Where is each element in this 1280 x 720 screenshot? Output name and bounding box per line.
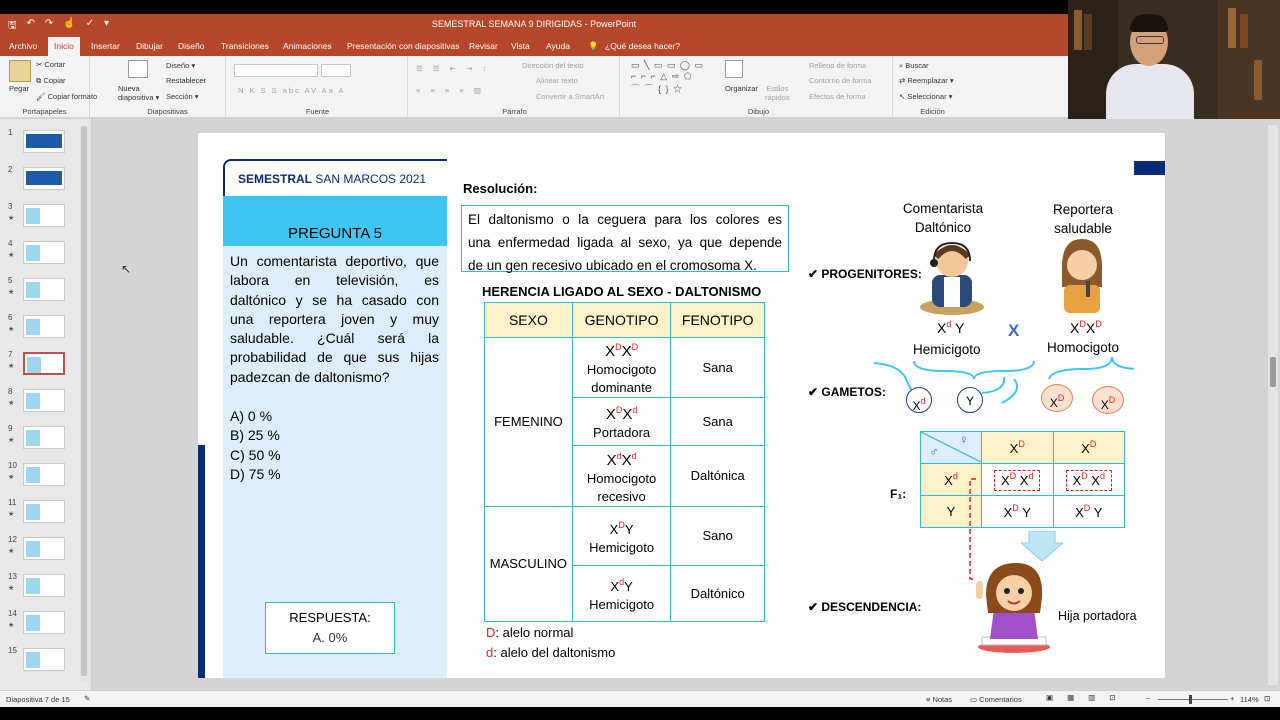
shape-outline-button[interactable]: Contorno de forma xyxy=(809,76,872,85)
punnett-cell: $X^D$ Y xyxy=(1053,496,1125,528)
phenotype-cell: Sano xyxy=(671,507,765,566)
sex-cell: MASCULINO xyxy=(485,507,573,622)
group-edicion xyxy=(895,56,970,118)
animation-star-icon: ★ xyxy=(8,289,15,296)
comentarista-illustration xyxy=(916,237,988,315)
cut-button[interactable]: ✂ Cortar xyxy=(36,60,66,69)
genotype-cell: $X^dY$ Hemicigoto xyxy=(572,566,671,622)
layout-button[interactable]: Diseño ▾ xyxy=(166,61,196,70)
animation-star-icon: ★ xyxy=(8,215,15,222)
slide-thumbnail[interactable] xyxy=(23,389,65,412)
animation-star-icon: ★ xyxy=(8,252,15,259)
group-label: Fuente xyxy=(305,107,330,116)
punnett-cell: $X^D$ $X^d$ xyxy=(1053,464,1125,496)
copy-icon: ⧉ xyxy=(36,76,44,85)
genotype-cell: $X^dX^d$ Homocigoto recesivo xyxy=(572,446,671,507)
group-parrafo xyxy=(410,56,620,118)
option-c: C) 50 % xyxy=(230,446,281,463)
format-painter-button[interactable]: 🖌 Copiar formato xyxy=(36,92,98,101)
comments-button[interactable]: ▭ Comentarios xyxy=(970,695,1022,704)
status-bar xyxy=(0,690,1280,707)
tab-vista[interactable]: Vista xyxy=(511,41,530,51)
thumbnail-number: 8 xyxy=(8,387,13,396)
group-diapositivas xyxy=(110,56,226,118)
thumbnail-number: 4 xyxy=(8,239,13,248)
font-format-buttons[interactable]: N K S S abc AV Aa A xyxy=(238,86,346,95)
smartart-button[interactable]: Convertir a SmartArt xyxy=(536,92,605,101)
thumbnail-number: 11 xyxy=(8,498,17,507)
editor-scrollbar[interactable] xyxy=(1268,125,1278,685)
genotype-cell: $X^DX^D$ Homocigoto dominante xyxy=(572,338,671,398)
reportera-label: Reportera saludable xyxy=(1052,202,1114,236)
genotype-cell: $X^DX^d$ Portadora xyxy=(572,398,671,446)
thumbnail-number: 13 xyxy=(8,572,17,581)
bottom-black-bar xyxy=(0,707,1280,720)
replace-icon: ⇄ xyxy=(899,76,908,85)
group-label: Edición xyxy=(920,107,945,116)
punnett-header: $X^D$ xyxy=(1053,432,1125,464)
thumbnail-number: 5 xyxy=(8,276,13,285)
person-body xyxy=(1106,64,1194,120)
paste-button[interactable]: Pegar xyxy=(9,84,30,93)
animation-star-icon: ★ xyxy=(8,511,15,518)
new-slide-button[interactable]: Nueva diapositiva ▾ xyxy=(118,84,160,102)
align-text-button[interactable]: Alinear texto xyxy=(536,76,578,85)
animation-star-icon: ★ xyxy=(8,474,15,481)
slide-thumbnail[interactable] xyxy=(23,648,65,671)
inheritance-table xyxy=(484,302,765,622)
animation-star-icon: ★ xyxy=(8,622,15,629)
tab-dibujar[interactable]: Dibujar xyxy=(136,41,163,51)
group-label: Dibujo xyxy=(747,107,770,116)
tab-diseno[interactable]: Diseño xyxy=(178,41,205,51)
answer-options xyxy=(230,407,281,484)
window-title: SEMESTRAL SEMANA 9 DIRIGIDAS - PowerPoint xyxy=(431,19,637,29)
punnett-header: $X^D$ xyxy=(982,432,1054,464)
resolucion-title: Resolución: xyxy=(463,181,538,196)
hija-label: Hija portadora xyxy=(1058,609,1137,623)
tab-archivo[interactable]: Archivo xyxy=(9,41,38,51)
gamete-x-D-2: $X^D$ xyxy=(1092,386,1124,414)
lightbulb-icon: 💡 xyxy=(588,41,599,51)
customize-toolbar-icon[interactable]: ▾ xyxy=(104,18,110,29)
save-icon[interactable]: 🖫 xyxy=(8,20,17,31)
view-buttons[interactable]: ▣▦▥⊡ xyxy=(1046,693,1130,702)
header-title: SEMESTRAL SAN MARCOS 2021 xyxy=(238,172,427,186)
slide-thumbnail[interactable] xyxy=(23,241,65,264)
progenitores-label: ✔ PROGENITORES: xyxy=(808,267,922,281)
thumbnail-number: 12 xyxy=(8,535,17,544)
fit-slide-icon[interactable]: ⊡ xyxy=(1264,694,1271,703)
legend-daltonismo: d: alelo del daltonismo xyxy=(486,645,616,660)
thumbnail-number: 2 xyxy=(8,165,13,174)
down-arrow-icon xyxy=(1021,531,1063,561)
zoom-in-button[interactable]: + xyxy=(1230,694,1235,703)
punnett-header: Y xyxy=(921,496,982,528)
slide-thumbnail[interactable] xyxy=(23,278,65,301)
animation-star-icon: ★ xyxy=(8,363,15,370)
f1-label: F₁: xyxy=(890,487,907,501)
question-title: PREGUNTA 5 xyxy=(288,225,382,242)
animation-star-icon: ★ xyxy=(8,437,15,444)
brush-icon: 🖌 xyxy=(36,92,48,101)
group-label: Diapositivas xyxy=(147,107,188,116)
phenotype-cell: Daltónica xyxy=(671,446,765,507)
ribbon-tabs xyxy=(0,36,1068,56)
legend-normal: D: alelo normal xyxy=(486,625,574,640)
reportera-illustration xyxy=(1056,237,1108,313)
arrange-button[interactable]: Organizar xyxy=(725,84,758,93)
explanation-box: El daltonismo o la ceguera para los colores es una enfermedad ligada al sexo, ya que depende de un gen recesivo ubicado en el cromosoma X. xyxy=(461,205,789,272)
phenotype-cell: Daltónico xyxy=(671,566,765,622)
table-header: FENOTIPO xyxy=(671,303,765,338)
sex-cell: FEMENINO xyxy=(485,338,573,507)
font-size-select[interactable] xyxy=(321,64,351,77)
gamete-x-D-1: $X^D$ xyxy=(1041,384,1073,412)
father-genotype: $X^d$ Y xyxy=(937,319,965,336)
phenotype-cell: Sana xyxy=(671,398,765,446)
glasses-icon xyxy=(1136,36,1164,44)
slide-thumbnail[interactable] xyxy=(23,352,65,375)
thumbnail-number: 1 xyxy=(8,128,13,137)
answer-value: A. 0% xyxy=(312,630,348,645)
title-bar xyxy=(0,14,1068,36)
search-icon: ⌕ xyxy=(899,61,906,70)
gametos-label: ✔ GAMETOS: xyxy=(808,385,886,399)
comentarista-label: Comentarista Daltónico xyxy=(902,201,984,235)
slide-thumbnail[interactable] xyxy=(23,574,65,597)
slide-thumbnail[interactable] xyxy=(23,204,65,227)
shape-effects-button[interactable]: Efectos de forma xyxy=(809,92,866,101)
cursor-icon: ↖ xyxy=(899,92,908,101)
thumbnail-number: 14 xyxy=(8,609,17,618)
mother-genotype: $X^DX^D$ xyxy=(1070,319,1102,336)
daughter-illustration xyxy=(974,561,1054,653)
tab-revisar[interactable]: Revisar xyxy=(469,41,498,51)
cross-symbol: X xyxy=(1008,321,1020,340)
accessibility-icon[interactable]: ✎ xyxy=(84,694,91,703)
text-direction-button[interactable]: Dirección del texto xyxy=(522,61,584,70)
slide-counter: Diapositiva 7 de 15 xyxy=(6,695,70,704)
slide-thumbnails-panel xyxy=(0,119,92,690)
punnett-corner xyxy=(921,432,982,464)
slide-thumbnail[interactable] xyxy=(23,537,65,560)
group-label: Portapapeles xyxy=(22,107,67,116)
tab-inicio[interactable]: Inicio xyxy=(48,37,80,56)
slide-thumbnail[interactable] xyxy=(23,463,65,486)
slide-thumbnail[interactable] xyxy=(23,611,65,634)
table-header: GENOTIPO xyxy=(572,303,671,338)
tab-ayuda[interactable]: Ayuda xyxy=(546,41,570,51)
undo-icon[interactable]: ↶ xyxy=(26,18,35,29)
mouse-cursor-icon: ↖ xyxy=(121,262,132,276)
copy-button[interactable]: ⧉ Copiar xyxy=(36,76,66,85)
thumbnail-number: 3 xyxy=(8,202,13,211)
punnett-square xyxy=(920,431,1125,528)
answer-box xyxy=(265,602,395,654)
quick-styles-button[interactable]: Estilos rápidos xyxy=(765,84,790,102)
table-title: HERENCIA LIGADO AL SEXO - DALTONISMO xyxy=(482,284,762,299)
font-name-select[interactable] xyxy=(234,64,318,77)
punnett-header: $X^d$ xyxy=(921,464,982,496)
thumbnails-scrollbar[interactable] xyxy=(80,126,88,682)
tab-insertar[interactable]: Insertar xyxy=(91,41,120,51)
zoom-slider[interactable] xyxy=(1158,699,1228,700)
tab-animaciones[interactable]: Animaciones xyxy=(283,41,332,51)
gamete-y: Y xyxy=(957,387,983,413)
slide-thumbnail[interactable] xyxy=(23,500,65,523)
genotype-cell: $X^DY$ Hemicigoto xyxy=(572,507,671,566)
zoom-level[interactable]: 114% xyxy=(1240,695,1259,704)
punnett-cell: $X^D$ $X^d$ xyxy=(982,464,1054,496)
spellcheck-icon[interactable]: ✓ xyxy=(85,18,95,29)
redo-icon[interactable]: ↷ xyxy=(44,18,54,29)
replace-button[interactable]: ⇄ Reemplazar ▾ xyxy=(899,76,954,85)
mother-type: Homocigoto xyxy=(1047,340,1120,355)
notes-icon: ≡ xyxy=(926,695,933,704)
thumbnail-number: 10 xyxy=(8,461,17,470)
tab-transiciones[interactable]: Transiciones xyxy=(221,41,269,51)
align-buttons[interactable]: ≡ ≡ ≡ ≡ ▥ xyxy=(416,86,485,95)
thumbnail-number: 9 xyxy=(8,424,13,433)
thumbnail-number: 7 xyxy=(8,350,13,359)
tell-me-search[interactable]: ¿Qué desea hacer? xyxy=(605,41,681,51)
male-symbol: ♂ xyxy=(929,444,939,459)
group-label: Párrafo xyxy=(502,107,527,116)
tab-presentacion[interactable]: Presentación con diapositivas xyxy=(347,41,460,51)
reset-button[interactable]: Restablecer xyxy=(166,76,207,85)
accent-bar xyxy=(198,445,205,678)
select-button[interactable]: ↖ Seleccionar ▾ xyxy=(899,92,953,101)
animation-star-icon: ★ xyxy=(8,548,15,555)
group-fuente xyxy=(228,56,408,118)
slide-thumbnail[interactable] xyxy=(23,426,65,449)
group-dibujo xyxy=(625,56,893,118)
zoom-slider-thumb[interactable] xyxy=(1189,695,1192,704)
punnett-cell: $X^D$ Y xyxy=(982,496,1054,528)
animation-star-icon: ★ xyxy=(8,326,15,333)
slide-thumbnail[interactable] xyxy=(23,315,65,338)
section-button[interactable]: Sección ▾ xyxy=(166,92,199,101)
slide-thumbnail[interactable] xyxy=(23,167,65,190)
shapes-gallery[interactable]: ▭ ╲ ▭ ▭ ◯ ▭ ⌐ ⌐ ⌐ △ ⇨ ⬠ ⌒ ⌒ { } ☆ xyxy=(631,60,705,94)
question-text: Un comentarista deportivo, que labora en televisión, es daltónico y se ha casado con una reportera joven y muy saludable. ¿Cuál será la probabilidad de que sus hijas padezcan de daltonismo? xyxy=(230,253,439,385)
corner-accent xyxy=(1134,161,1165,175)
arrange-icon xyxy=(725,60,743,78)
descendencia-label: ✔ DESCENDENCIA: xyxy=(808,600,922,614)
comment-icon: ▭ xyxy=(970,695,980,704)
slide-canvas[interactable] xyxy=(198,133,1165,678)
zoom-out-button[interactable]: − xyxy=(1146,694,1151,703)
new-slide-icon xyxy=(128,60,148,78)
option-a: A) 0 % xyxy=(230,408,273,424)
father-type: Hemicigoto xyxy=(913,342,981,357)
option-b: B) 25 % xyxy=(230,427,280,444)
paste-icon xyxy=(9,60,31,82)
thumbnail-number: 6 xyxy=(8,313,13,322)
touch-mode-icon[interactable]: ☝ xyxy=(63,18,76,29)
scissors-icon: ✂ xyxy=(36,60,45,69)
phenotype-cell: Sana xyxy=(671,338,765,398)
female-symbol: ♀ xyxy=(959,432,969,447)
animation-star-icon: ★ xyxy=(8,400,15,407)
webcam-overlay xyxy=(1068,0,1280,120)
shape-fill-button[interactable]: Relleno de forma xyxy=(809,61,867,70)
list-buttons[interactable]: ☰ ☰ ⇤ ⇥ ↕ xyxy=(416,64,491,73)
gamete-x-d: $X^d$ xyxy=(906,387,932,413)
table-header: SEXO xyxy=(485,303,573,338)
answer-label: RESPUESTA: xyxy=(289,610,371,625)
animation-star-icon: ★ xyxy=(8,585,15,592)
thumbnail-number: 15 xyxy=(8,646,17,655)
slide-thumbnail[interactable] xyxy=(23,130,65,153)
notes-button[interactable]: ≡ Notas xyxy=(926,695,953,704)
group-portapapeles xyxy=(0,56,98,118)
find-button[interactable]: ⌕ Buscar xyxy=(899,61,929,70)
option-d: D) 75 % xyxy=(230,465,281,482)
table-row xyxy=(485,507,765,566)
table-row xyxy=(485,338,765,398)
